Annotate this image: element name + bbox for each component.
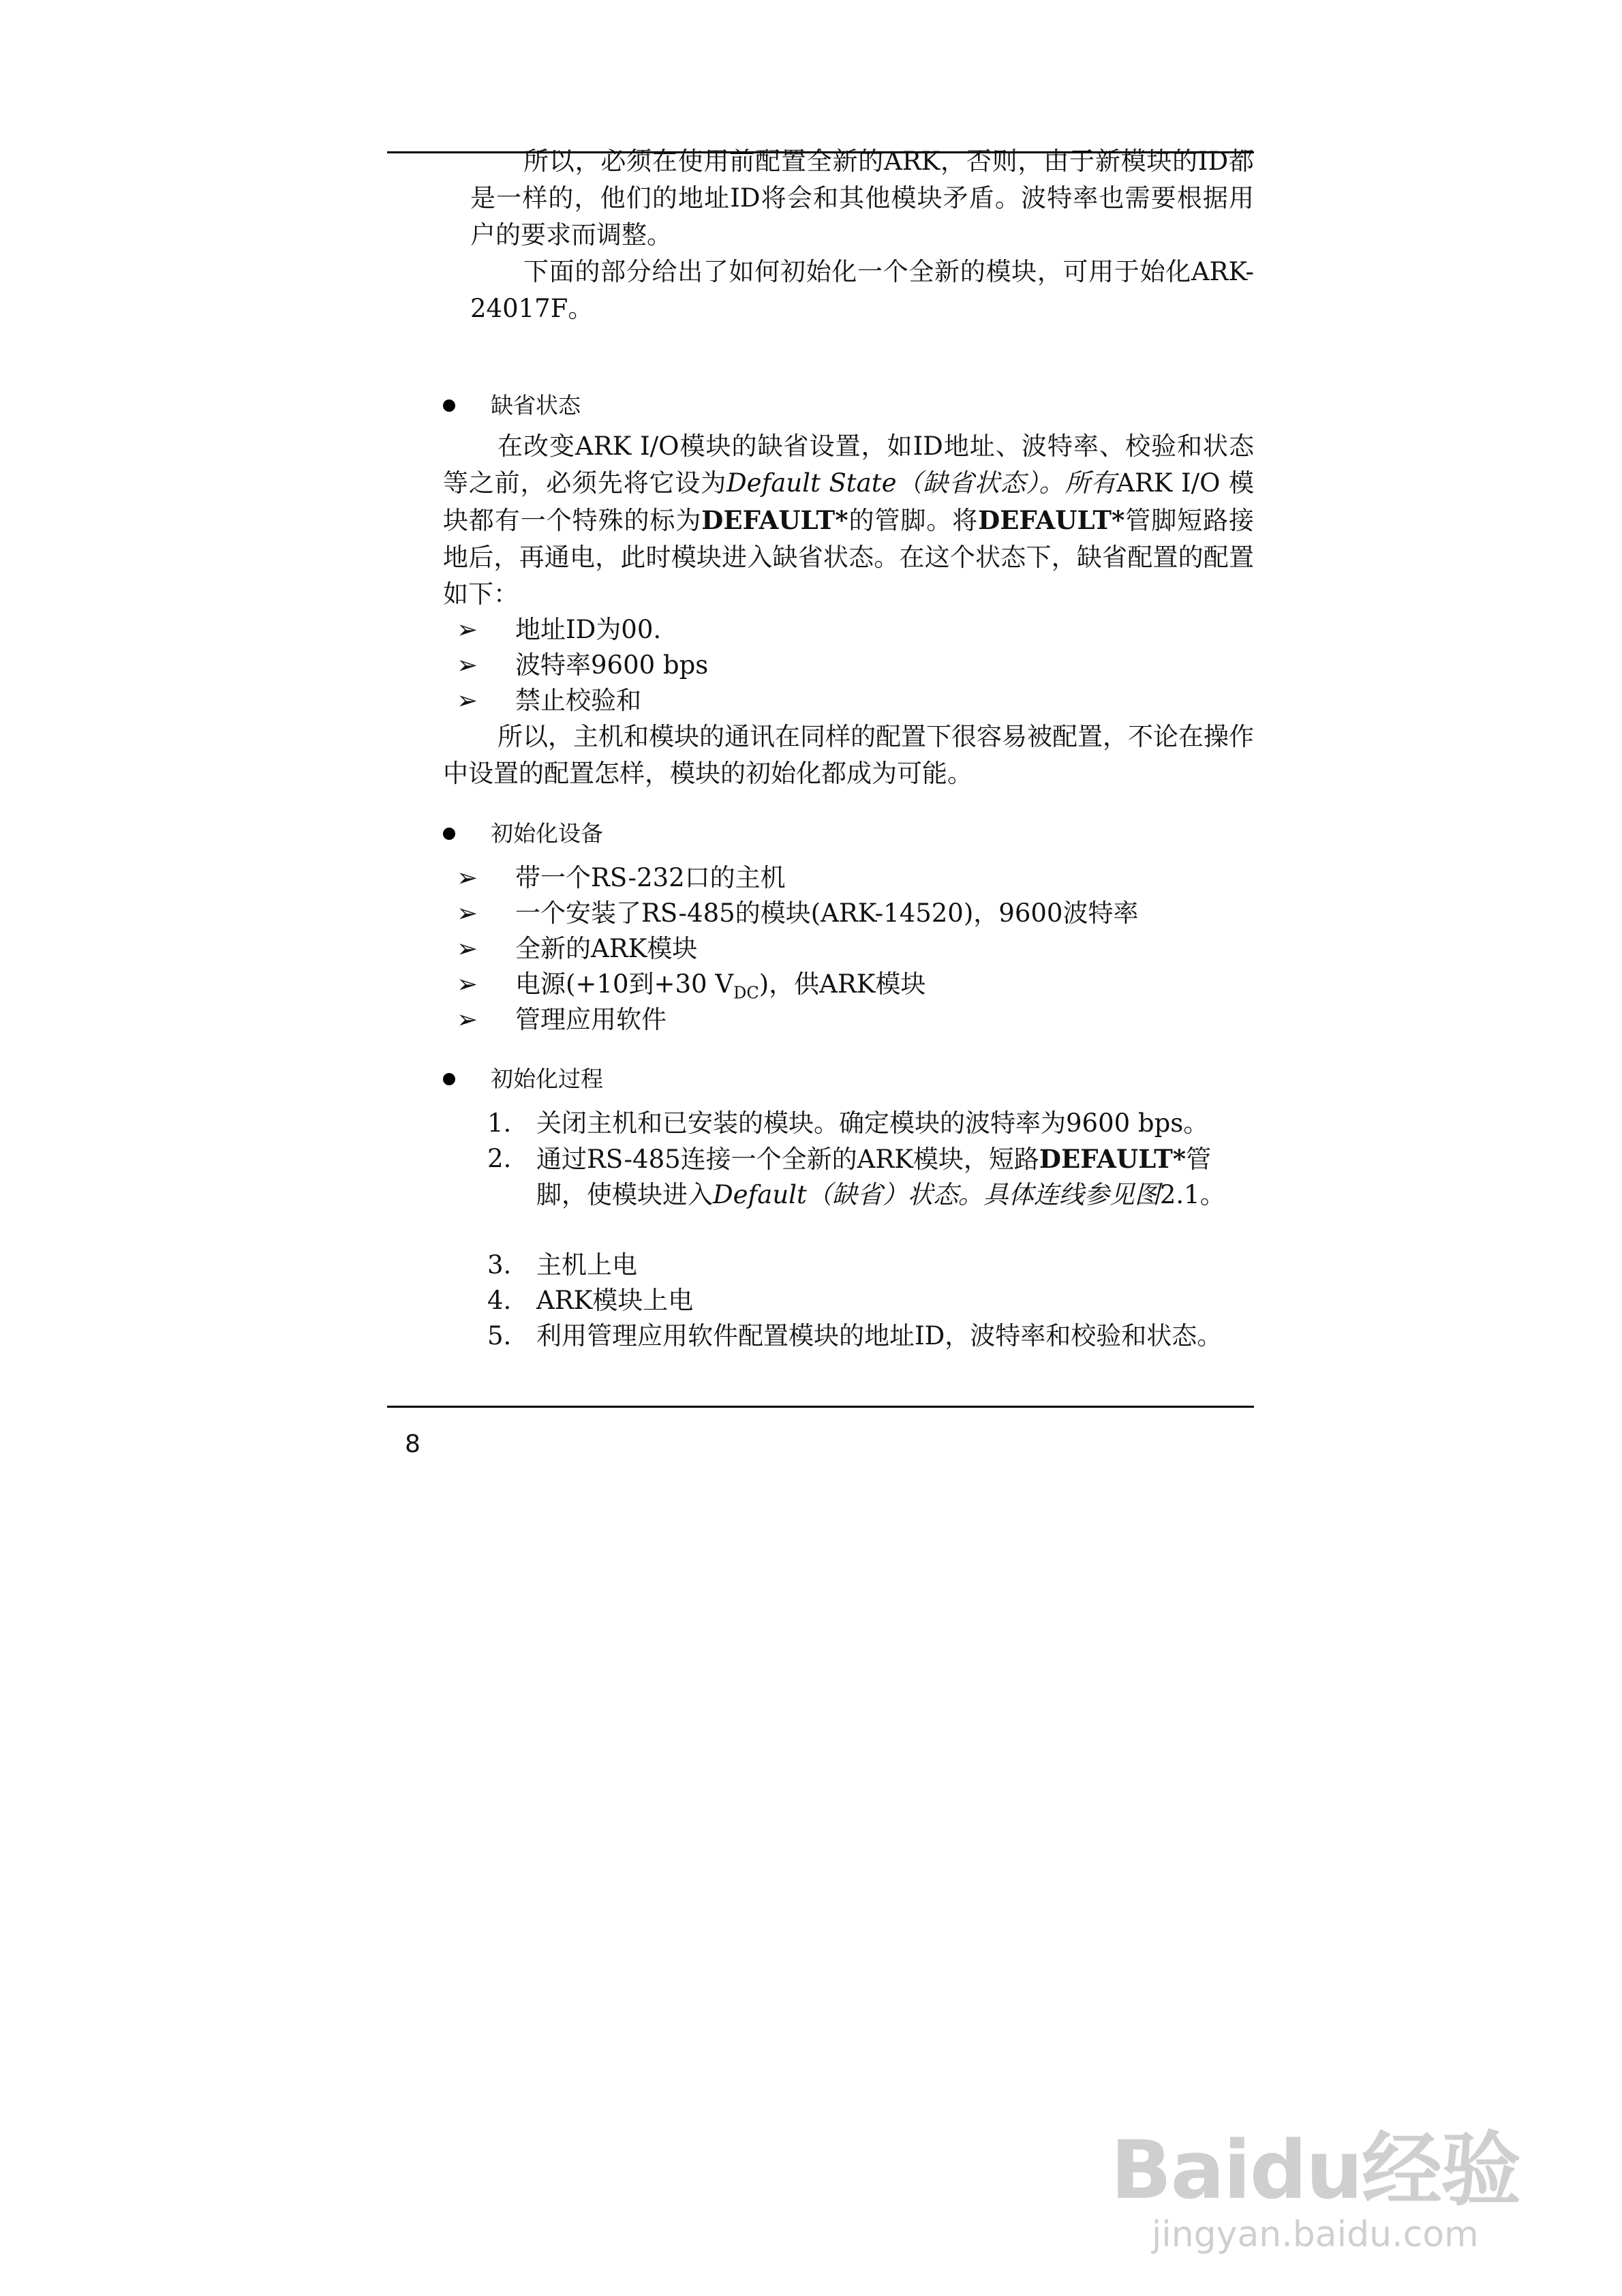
intro-paragraph-1: 所以，必须在使用前配置全新的ARK，否则，由于新模块的ID都是一样的，他们的地址ID将会和其他模块矛盾。波特率也需要根据用户的要求而调整。 bbox=[470, 147, 1254, 250]
list-item: ➢ 全新的ARK模块 bbox=[457, 931, 697, 967]
step-item: 5. 利用管理应用软件配置模块的地址ID，波特率和校验和状态。 bbox=[487, 1321, 1223, 1350]
list-item: ➢ 地址ID为00. bbox=[457, 612, 661, 648]
default-state-paragraph-2: 所以，主机和模块的通讯在同样的配置下很容易被配置，不论在操作中设置的配置怎样，模块的初始化都成为可能。 bbox=[443, 722, 1254, 788]
intro-section bbox=[470, 143, 1254, 327]
step-item: 2. 通过RS-485连接一个全新的ARK模块，短路DEFAULT*管脚，使模块进入Default（缺省）状态。具体连线参见图2.1。 bbox=[487, 1144, 1225, 1209]
list-item: ➢ 一个安装了RS-485的模块(ARK-14520)，9600波特率 bbox=[457, 896, 1138, 931]
arrow-bullet-icon: ➢ bbox=[457, 650, 478, 680]
list-item: ➢ 禁止校验和 bbox=[457, 683, 641, 719]
section-heading-default-state: 缺省状态 bbox=[443, 387, 581, 424]
arrow-bullet-icon: ➢ bbox=[457, 686, 478, 715]
baidu-logo-icon: Baidu经验 bbox=[1110, 2123, 1520, 2217]
step-item: 1. 关闭主机和已安装的模块。确定模块的波特率为9600 bps。 bbox=[487, 1108, 1209, 1138]
arrow-bullet-icon: ➢ bbox=[457, 969, 478, 999]
list-item: ➢ 带一个RS-232口的主机 bbox=[457, 860, 786, 896]
bottom-rule bbox=[387, 1406, 1254, 1408]
watermark-url: jingyan.baidu.com bbox=[1151, 2214, 1479, 2255]
arrow-bullet-icon: ➢ bbox=[457, 615, 478, 644]
arrow-bullet-icon: ➢ bbox=[457, 934, 478, 963]
step-item: 4. ARK模块上电 bbox=[487, 1286, 694, 1315]
step-item: 3. 主机上电 bbox=[487, 1250, 637, 1280]
list-item: ➢ 波特率9600 bps bbox=[457, 648, 708, 683]
arrow-bullet-icon: ➢ bbox=[457, 863, 478, 892]
list-item: ➢ 电源(+10到+30 $V_{DC}$)，供ARK模块 bbox=[457, 967, 925, 1010]
arrow-bullet-icon: ➢ bbox=[457, 898, 478, 928]
list-item: ➢ 管理应用软件 bbox=[457, 1002, 667, 1038]
arrow-bullet-icon: ➢ bbox=[457, 1005, 478, 1034]
intro-paragraph-2: 下面的部分给出了如何初始化一个全新的模块，可用于始化ARK-24017F。 bbox=[470, 257, 1254, 323]
bullet-dot-icon bbox=[443, 399, 455, 412]
page-number: 8 bbox=[405, 1430, 420, 1458]
watermark bbox=[1111, 2105, 1520, 2255]
default-state-paragraph: 在改变ARK I/O模块的缺省设置，如ID地址、波特率、校验和状态等之前，必须先将它设为Default State（缺省状态）。所有ARK I/O 模块都有一个特殊的标为DEFAULT*的管脚。将DEFAULT*管脚短路接地后，再通电，此时模块进入缺省状态。在这个状态下，缺省配置的配置如下： bbox=[443, 432, 1255, 609]
section-heading-init-equipment: 初始化设备 bbox=[443, 815, 603, 852]
bullet-dot-icon bbox=[443, 1073, 455, 1085]
bullet-dot-icon bbox=[443, 828, 455, 840]
default-state-body bbox=[443, 428, 1254, 613]
default-state-conclusion bbox=[443, 719, 1254, 792]
section-heading-init-process: 初始化过程 bbox=[443, 1061, 603, 1098]
